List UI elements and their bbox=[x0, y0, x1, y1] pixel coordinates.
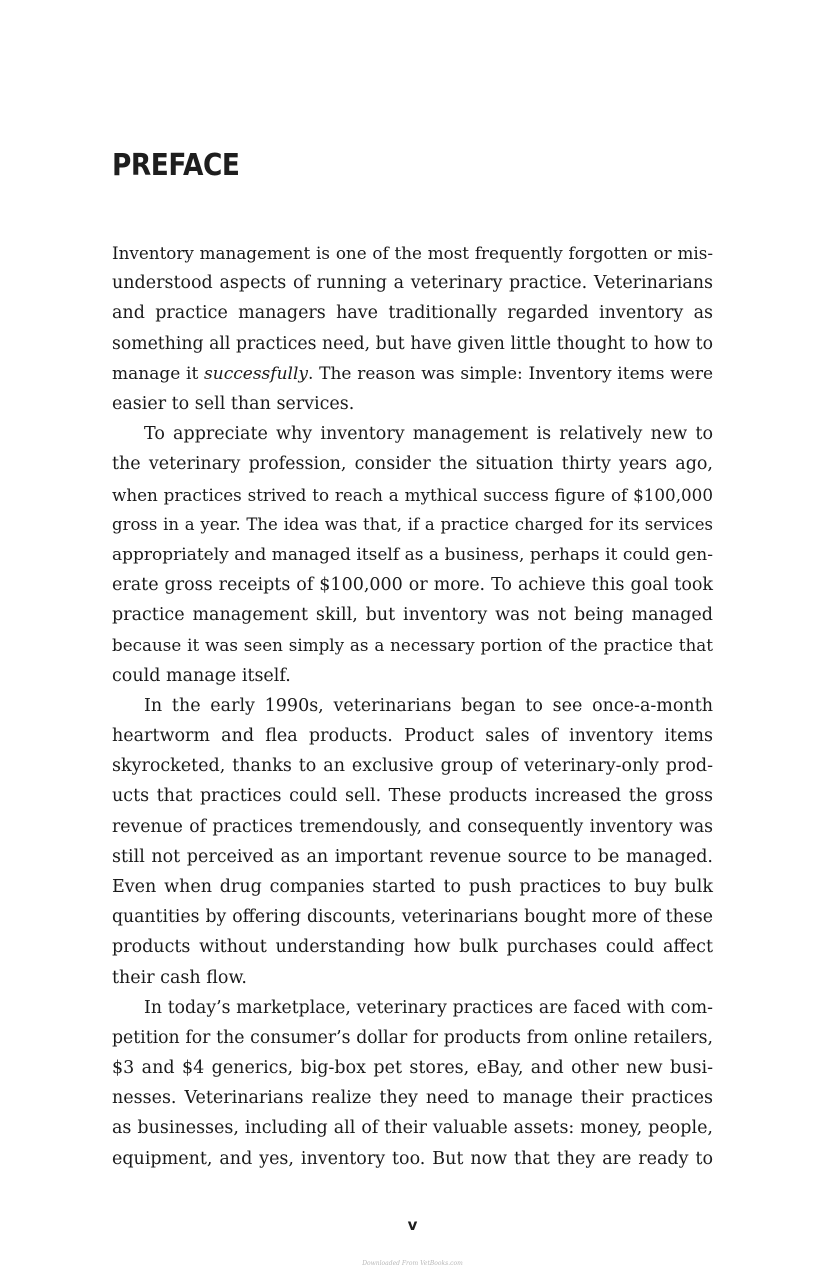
text-line: heartworm and flea products. Product sales of inventory items bbox=[112, 726, 713, 746]
text-line: as businesses, including all of their valuable assets: money, people, bbox=[112, 1118, 713, 1139]
text-line: In today’s marketplace, veterinary practices are faced with com- bbox=[144, 997, 713, 1018]
text-line: ucts that practices could sell. These products increased the gross bbox=[112, 786, 713, 807]
emphasis-text: successfully bbox=[204, 363, 308, 384]
text-line: revenue of practices tremendously, and consequently inventory was bbox=[112, 816, 713, 837]
text-line: Even when drug companies started to push practices to buy bulk bbox=[112, 876, 713, 897]
text-line: because it was seen simply as a necessary portion of the practice that bbox=[112, 635, 713, 656]
text-line: erate gross receipts of $100,000 or more. To achieve this goal took bbox=[112, 575, 713, 596]
text-span: manage it bbox=[112, 363, 205, 384]
text-line: the veterinary profession, consider the situation thirty years ago, bbox=[112, 454, 713, 475]
text-line: gross in a year. The idea was that, if a practice charged for its services bbox=[112, 514, 713, 534]
body-text bbox=[112, 238, 713, 1174]
text-line: To appreciate why inventory management is relatively new to bbox=[144, 424, 713, 445]
page-number: v bbox=[407, 1216, 418, 1234]
text-line: understood aspects of running a veterinary practice. Veterinarians bbox=[112, 273, 713, 294]
text-line: nesses. Veterinarians realize they need to manage their practices bbox=[112, 1088, 713, 1109]
text-line: and practice managers have traditionally regarded inventory as bbox=[112, 303, 713, 324]
text-line: still not perceived as an important revenue source to be managed. bbox=[112, 846, 713, 867]
watermark: Downloaded From VetBooks.com bbox=[362, 1260, 463, 1267]
text-line bbox=[112, 359, 713, 389]
text-line: equipment, and yes, inventory too. But now that they are ready to bbox=[112, 1148, 713, 1169]
page-title: PREFACE bbox=[112, 148, 240, 183]
text-line: In the early 1990s, veterinarians began to see once-a-month bbox=[144, 695, 713, 716]
text-line: appropriately and managed itself as a business, perhaps it could gen- bbox=[112, 544, 713, 565]
text-line: when practices strived to reach a mythical success figure of $100,000 bbox=[112, 484, 713, 505]
text-line: petition for the consumer’s dollar for products from online retailers, bbox=[112, 1027, 713, 1048]
text-line: skyrocketed, thanks to an exclusive group of veterinary-only prod- bbox=[112, 756, 713, 777]
text-line: something all practices need, but have given little thought to how to bbox=[112, 333, 713, 354]
text-line: $3 and $4 generics, big-box pet stores, eBay, and other new busi- bbox=[112, 1058, 713, 1079]
text-line: their cash flow. bbox=[112, 967, 247, 988]
text-span: . The reason was simple: Inventory items were bbox=[308, 363, 714, 384]
text-line: could manage itself. bbox=[112, 665, 291, 686]
text-line: Inventory management is one of the most frequently forgotten or mis- bbox=[112, 243, 713, 263]
text-line: practice management skill, but inventory was not being managed bbox=[112, 605, 713, 626]
text-line: quantities by offering discounts, veterinarians bought more of these bbox=[112, 907, 713, 928]
text-line: easier to sell than services. bbox=[112, 393, 355, 414]
text-line: products without understanding how bulk purchases could affect bbox=[112, 937, 713, 958]
